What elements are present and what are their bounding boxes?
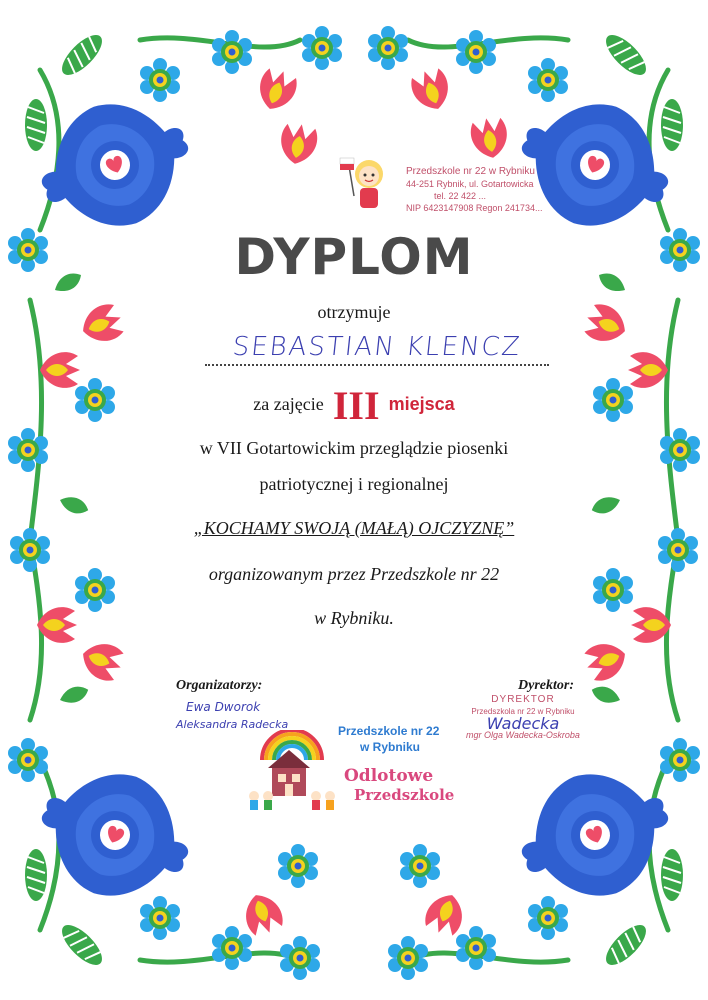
event-line-2: patriotycznej i regionalnej	[259, 474, 449, 494]
director-stamp-title: DYREKTOR	[491, 694, 555, 705]
director-stamp-school: Przedszkola nr 22 w Rybniku	[471, 707, 575, 716]
school-logo	[242, 726, 472, 816]
stamp-line-3: tel. 22 422 ...	[434, 191, 487, 201]
city-line: w Rybniku.	[314, 608, 394, 628]
place-line	[0, 382, 708, 426]
place-numeral: III	[332, 382, 380, 428]
director-stamp-name: mgr Olga Wadecka-Oskroba	[466, 730, 580, 740]
receives-label: otrzymuje	[317, 302, 391, 322]
logo-school-line-1: Przedszkole nr 22	[338, 724, 440, 738]
stamp-line-1: Przedszkole nr 22 w Rybniku	[406, 166, 535, 177]
recipient-name: SEBASTIAN KLENCZ	[231, 332, 523, 362]
event-line-1: w VII Gotartowickim przeglądzie piosenki	[199, 438, 509, 458]
school-stamp	[336, 152, 566, 222]
place-prefix: za zajęcie	[253, 394, 324, 414]
diploma-title: DYPLOM	[234, 228, 474, 286]
mascot-girl-icon	[336, 152, 402, 220]
house-rainbow-logo-icon	[242, 730, 342, 812]
stamp-line-2: 44-251 Rybnik, ul. Gotartowicka	[406, 179, 534, 189]
song-title: „KOCHAMY SWOJĄ (MAŁĄ) OJCZYZNĘ”	[193, 518, 515, 538]
stamp-line-4: NIP 6423147908 Regon 241734...	[406, 203, 543, 213]
director-signature: Wadecka	[486, 714, 560, 733]
organized-by: organizowanym przez Przedszkole nr 22	[208, 564, 500, 584]
organizer-signature-2: Aleksandra Radecka	[176, 718, 289, 731]
organizers-block	[176, 678, 346, 731]
logo-slogan-line-1: Odlotowe	[344, 766, 434, 786]
logo-school-line-2: w Rybniku	[360, 740, 421, 754]
organizers-label: Organizatorzy:	[176, 678, 263, 693]
organizer-signature-1: Ewa Dworok	[186, 700, 261, 714]
director-label: Dyrektor:	[518, 678, 574, 693]
logo-slogan-line-2: Przedszkole	[354, 786, 455, 804]
place-suffix: miejsca	[388, 394, 455, 414]
recipient-line	[205, 330, 549, 366]
